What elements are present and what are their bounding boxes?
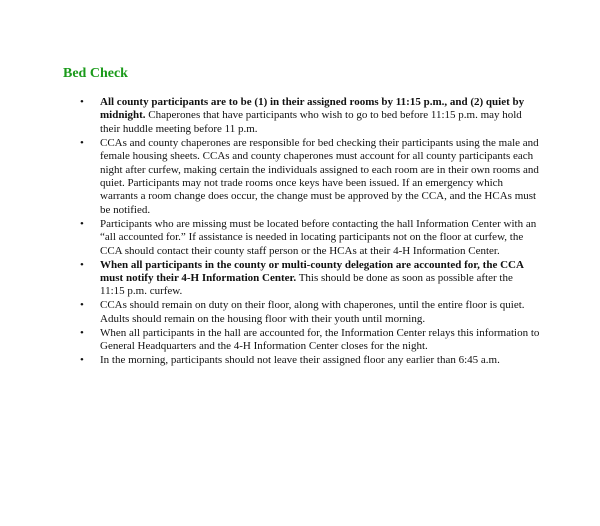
list-item	[63, 259, 540, 299]
list-item	[63, 327, 540, 354]
list-item	[63, 218, 540, 258]
list-item-text: CCAs should remain on duty on their floor, along with chaperones, until the entire floor is quiet. Adults should remain on the housing floor with their youth until morning.	[100, 299, 525, 325]
list-item	[63, 96, 540, 136]
bullet-icon: •	[80, 326, 84, 339]
bullet-icon: •	[80, 217, 84, 230]
list-item-text: CCAs and county chaperones are responsible for bed checking their participants using the male and female housing sheets. CCAs and county chaperones must account for all county participants each night after curfew, making certain the individuals assigned to each room are in their own rooms and quiet. Participants may not trade rooms once keys have been issued. If an emergency which warrants a room change does occur, the change must be approved by the CCA, and the HCAs must be notified.	[100, 136, 539, 216]
list-item	[63, 354, 540, 367]
bullet-icon: •	[80, 354, 84, 367]
list-item	[63, 137, 540, 217]
bullet-icon: •	[80, 96, 84, 108]
bed-check-list	[63, 96, 540, 368]
list-item-bold-text: All county participants are to be (1) in their assigned rooms by 11:15 p.m., and (2) quiet by midnight.	[100, 96, 525, 122]
list-item-text: In the morning, participants should not leave their assigned floor any earlier than 6:45 a.m.	[100, 354, 500, 367]
list-item-text: This should be done as soon as possible after the 11:15 p.m. curfew.	[100, 272, 513, 298]
bullet-icon: •	[80, 136, 84, 149]
section-heading: Bed Check	[63, 66, 128, 81]
list-item-text: Chaperones that have participants who wish to go to bed before 11:15 p.m. may hold their huddle meeting before 11 p.m.	[100, 109, 522, 135]
list-item-text: When all participants in the hall are accounted for, the Information Center relays this information to General Headquarters and the 4-H Information Center closes for the night.	[100, 326, 540, 353]
bullet-icon: •	[80, 258, 84, 271]
list-item-text: Participants who are missing must be located before contacting the hall Information Center with an “all accounted for.” If assistance is needed in locating participants not on the floor at curfew, the CCA should contact their county staff person or the HCAs at their 4-H Information Center.	[100, 217, 537, 257]
bullet-icon: •	[80, 299, 84, 312]
list-item	[63, 299, 540, 326]
list-item-bold-text: When all participants in the county or multi-county delegation are accounted for, the CCA must notify their 4-H Information Center.	[100, 258, 524, 285]
